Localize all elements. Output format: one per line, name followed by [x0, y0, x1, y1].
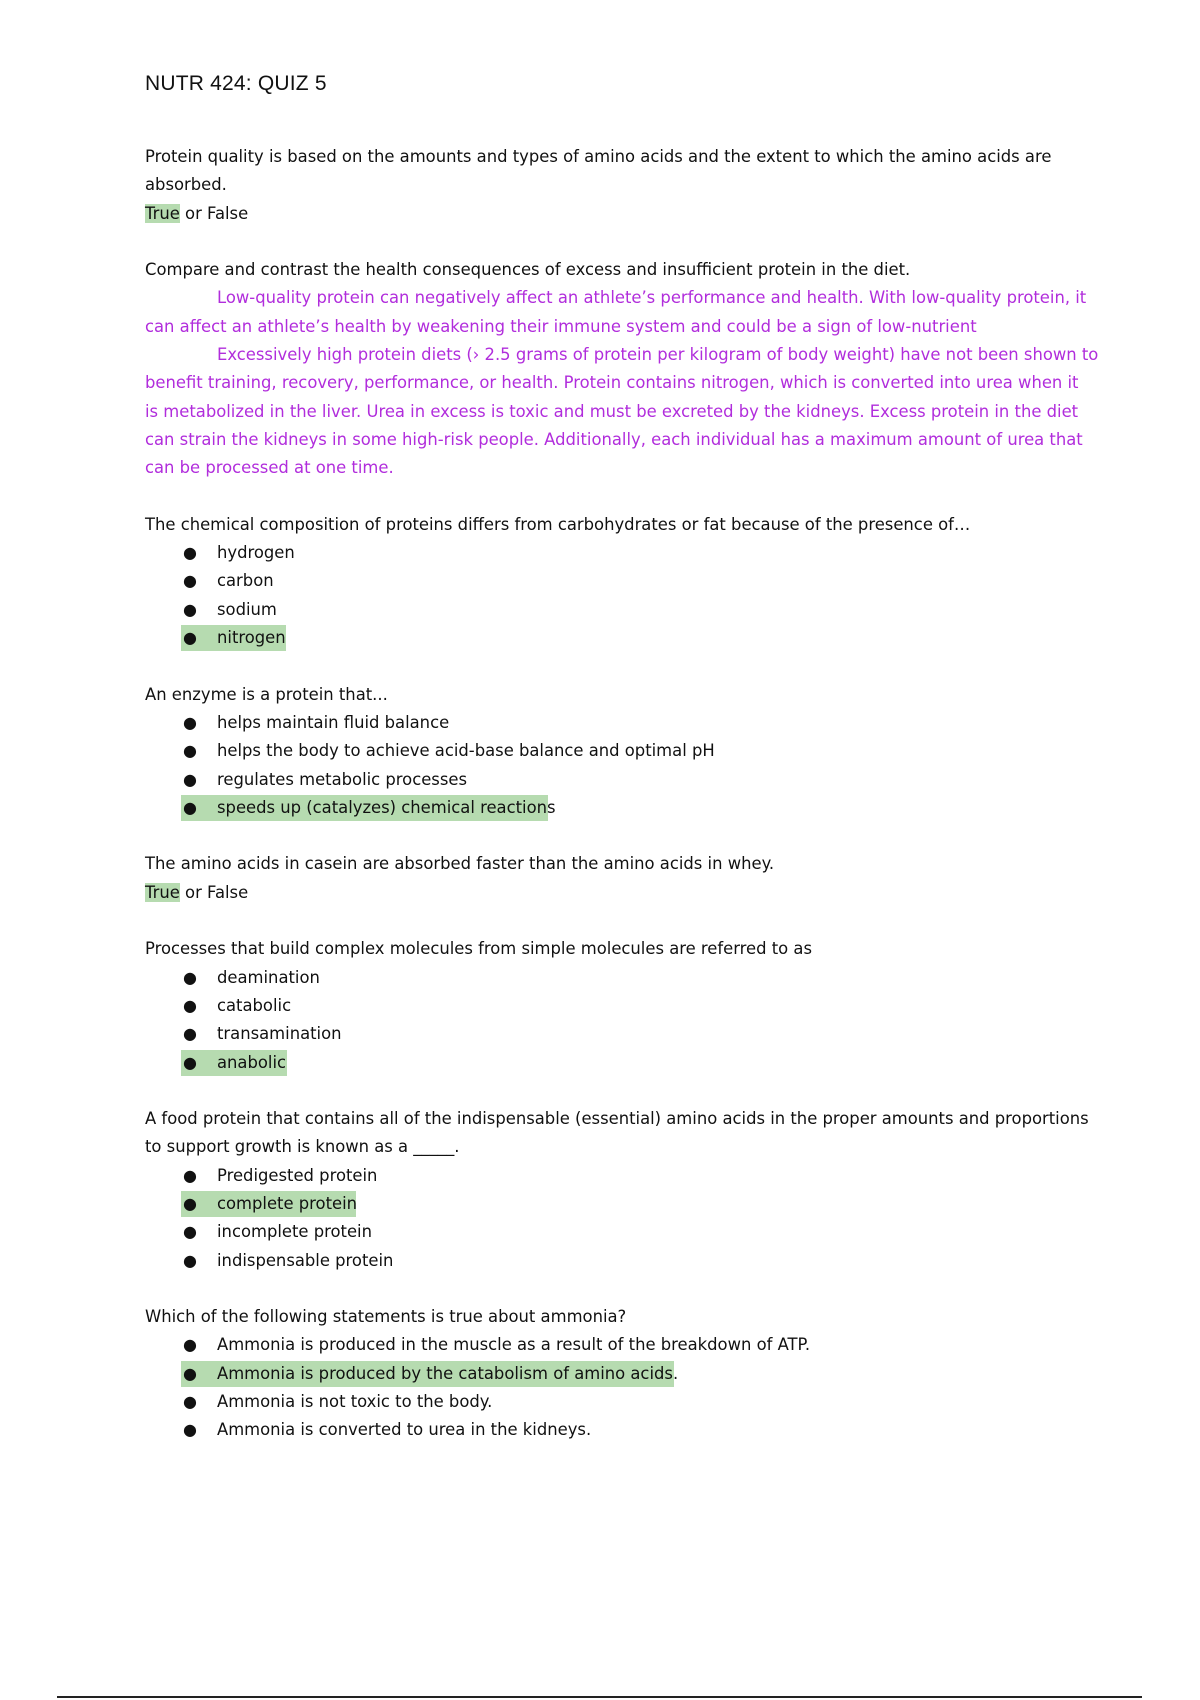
bullet-icon: ● [183, 1052, 197, 1072]
options-list [145, 964, 1090, 1077]
bullet-icon: ● [183, 741, 197, 761]
option-item [145, 1218, 1090, 1246]
bullet-icon: ● [183, 1335, 197, 1355]
question-text: The amino acids in casein are absorbed faster than the amino acids in whey. [145, 854, 775, 874]
question-text: Processes that build complex molecules from simple molecules are referred to as [145, 939, 813, 959]
option-label: incomplete protein [217, 1222, 372, 1242]
option-item [145, 1162, 1090, 1190]
option-item [145, 766, 1090, 794]
option-label: speeds up (catalyzes) chemical reactions [217, 797, 556, 817]
question-7 [145, 1105, 1090, 1275]
option-label: sodium [217, 599, 277, 619]
bullet-icon: ● [183, 1392, 197, 1412]
bullet-icon: ● [183, 769, 197, 789]
bullet-icon: ● [183, 1165, 197, 1185]
option-label: Ammonia is converted to urea in the kidneys. [217, 1420, 592, 1440]
option-item-correct [145, 1360, 1090, 1388]
option-label: indispensable protein [217, 1250, 394, 1270]
false-option: False [207, 203, 249, 223]
option-item [145, 1416, 1090, 1444]
true-option-selected: True [145, 882, 180, 902]
option-item [145, 992, 1090, 1020]
bullet-icon: ● [183, 995, 197, 1015]
option-item-correct [145, 624, 1090, 652]
option-label: complete protein [217, 1193, 358, 1213]
question-text: to support growth is known as a _____. [145, 1137, 460, 1157]
bullet-icon: ● [183, 628, 197, 648]
option-item [145, 1247, 1090, 1275]
option-label: hydrogen [217, 543, 295, 563]
question-text: Which of the following statements is true about ammonia? [145, 1307, 627, 1327]
answer-line: benefit training, recovery, performance, or health. Protein contains nitrogen, which is converted into urea when it [145, 373, 1079, 393]
bullet-icon: ● [183, 1024, 197, 1044]
bullet-icon: ● [183, 599, 197, 619]
question-text: Compare and contrast the health consequences of excess and insufficient protein in the diet. [145, 260, 911, 280]
option-item [145, 567, 1090, 595]
option-item [145, 596, 1090, 624]
answer-line: Low-quality protein can negatively affect an athlete’s performance and health. With low-quality protein, it [217, 288, 1087, 308]
bullet-icon: ● [183, 1193, 197, 1213]
written-answer [145, 284, 1099, 482]
false-option: False [207, 882, 249, 902]
option-label: regulates metabolic processes [217, 769, 468, 789]
option-item-correct [145, 1049, 1090, 1077]
question-text: absorbed. [145, 175, 227, 195]
options-list [145, 1162, 1090, 1275]
options-list [145, 1331, 1090, 1444]
true-false-choice [145, 200, 1090, 228]
question-8 [145, 1303, 1090, 1444]
question-text: The chemical composition of proteins differs from carbohydrates or fat because of the presence of… [145, 514, 971, 534]
bullet-icon: ● [183, 712, 197, 732]
option-label: transamination [217, 1024, 342, 1044]
option-label: helps maintain fluid balance [217, 712, 450, 732]
page-title: NUTR 424: QUIZ 5 [145, 72, 327, 95]
option-label: Ammonia is produced in the muscle as a result of the breakdown of ATP. [217, 1335, 811, 1355]
bullet-icon: ● [183, 797, 197, 817]
true-false-choice [145, 879, 1090, 907]
bullet-icon: ● [183, 571, 197, 591]
options-list [145, 539, 1090, 652]
question-4 [145, 681, 1090, 822]
quiz-content [145, 143, 1099, 1473]
option-item [145, 964, 1090, 992]
options-list [145, 709, 1090, 822]
question-text: A food protein that contains all of the indispensable (essential) amino acids in the proper amounts and proportions [145, 1109, 1089, 1129]
option-label: nitrogen [217, 628, 286, 648]
bullet-icon: ● [183, 1420, 197, 1440]
option-label: Ammonia is produced by the catabolism of amino acids. [217, 1363, 679, 1383]
answer-line: can affect an athlete’s health by weakening their immune system and could be a sign of low-nutrient [145, 316, 977, 336]
option-item [145, 1020, 1090, 1048]
true-option-selected: True [145, 203, 180, 223]
option-item-correct [145, 1190, 1090, 1218]
question-5 [145, 850, 1090, 907]
option-label: helps the body to achieve acid-base balance and optimal pH [217, 741, 715, 761]
answer-line: Excessively high protein diets (› 2.5 grams of protein per kilogram of body weight) have not been shown to [217, 345, 1099, 365]
question-text: An enzyme is a protein that... [145, 684, 388, 704]
option-label: Ammonia is not toxic to the body. [217, 1392, 493, 1412]
answer-line: can be processed at one time. [145, 458, 394, 478]
answer-line: is metabolized in the liver. Urea in excess is toxic and must be excreted by the kidneys. Excess protein in the diet [145, 401, 1079, 421]
option-item [145, 539, 1090, 567]
or-text: or [179, 203, 208, 223]
option-label: deamination [217, 967, 320, 987]
question-6 [145, 935, 1090, 1076]
bullet-icon: ● [183, 1250, 197, 1270]
bullet-icon: ● [183, 1363, 197, 1383]
question-2 [145, 256, 1099, 482]
option-label: carbon [217, 571, 274, 591]
or-text: or [179, 882, 208, 902]
option-label: Predigested protein [217, 1165, 378, 1185]
option-item [145, 1388, 1090, 1416]
footer-divider [57, 1696, 1142, 1698]
bullet-icon: ● [183, 543, 197, 563]
answer-line: can strain the kidneys in some high-risk people. Additionally, each individual has a maximum amount of urea that [145, 429, 1083, 449]
option-item [145, 709, 1090, 737]
bullet-icon: ● [183, 1222, 197, 1242]
option-item [145, 1331, 1090, 1359]
option-label: anabolic [217, 1052, 287, 1072]
question-3 [145, 511, 1090, 652]
question-1 [145, 143, 1090, 228]
option-item-correct [145, 794, 1090, 822]
question-text: Protein quality is based on the amounts and types of amino acids and the extent to which the amino acids are [145, 147, 1052, 166]
option-label: catabolic [217, 995, 292, 1015]
option-item [145, 737, 1090, 765]
bullet-icon: ● [183, 967, 197, 987]
